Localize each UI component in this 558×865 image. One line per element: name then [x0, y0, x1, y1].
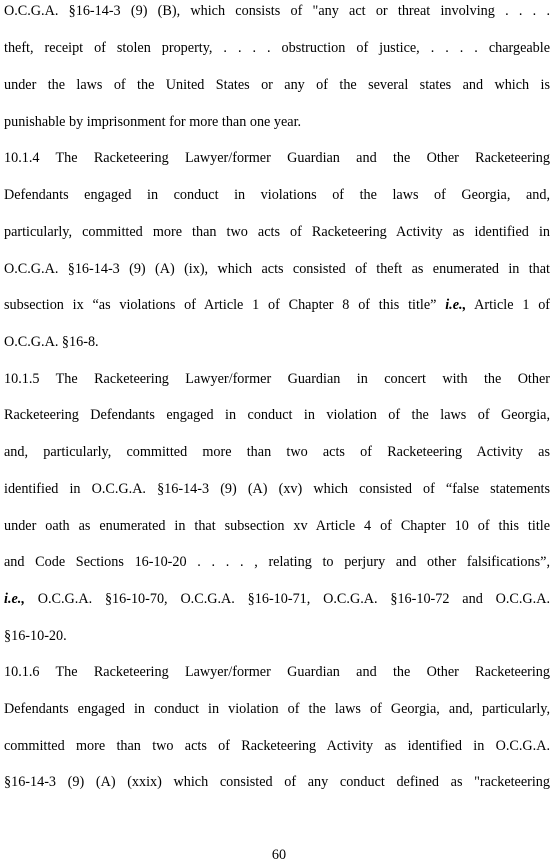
page-number: 60: [271, 847, 287, 863]
text-line: under oath as enumerated in that subsection xv Article 4 of Chapter 10 of this title: [4, 518, 550, 534]
text-line: Defendants engaged in conduct in violation of the laws of Georgia, and, particularly,: [4, 701, 550, 717]
text-line: O.C.G.A. §16-8.: [4, 334, 99, 350]
text-line: §16-14-3 (9) (A) (xxix) which consisted of any conduct defined as "racketeering: [4, 774, 550, 790]
text-line: [4, 295, 550, 315]
text-line: theft, receipt of stolen property, . . . . obstruction of justice, . . . . chargeable: [4, 40, 550, 56]
text-line: O.C.G.A. §16-14-3 (9) (A) (ix), which acts consisted of theft as enumerated in that: [4, 261, 550, 277]
text-line: Defendants engaged in conduct in violations of the laws of Georgia, and,: [4, 187, 550, 203]
text-segment: subsection ix “as violations of Article 1 of Chapter 8 of this title”: [4, 297, 437, 313]
emphasis-ie: i.e.,: [445, 297, 467, 313]
text-line: particularly, committed more than two acts of Racketeering Activity as identified in: [4, 224, 550, 240]
text-line: Racketeering Defendants engaged in conduct in violation of the laws of Georgia,: [4, 407, 550, 423]
text-line: O.C.G.A. §16-14-3 (9) (B), which consists of "any act or threat involving . . . .: [4, 3, 550, 19]
text-line: and Code Sections 16-10-20 . . . . , relating to perjury and other falsifications”,: [4, 554, 550, 570]
text-line: 10.1.4 The Racketeering Lawyer/former Guardian and the Other Racketeering: [4, 150, 550, 166]
text-line: punishable by imprisonment for more than one year.: [4, 114, 302, 130]
text-line: [4, 589, 550, 609]
text-line: identified in O.C.G.A. §16-14-3 (9) (A) (xv) which consisted of “false statements: [4, 481, 550, 497]
text-line: and, particularly, committed more than two acts of Racketeering Activity as: [4, 444, 550, 460]
text-line: committed more than two acts of Racketeering Activity as identified in O.C.G.A.: [4, 738, 550, 754]
text-line: 10.1.5 The Racketeering Lawyer/former Guardian in concert with the Other: [4, 371, 550, 387]
text-segment: O.C.G.A. §16-10-70, O.C.G.A. §16-10-71, O.C.G.A. §16-10-72 and O.C.G.A.: [37, 591, 551, 607]
text-line: under the laws of the United States or any of the several states and which is: [4, 77, 550, 93]
text-line: 10.1.6 The Racketeering Lawyer/former Guardian and the Other Racketeering: [4, 664, 550, 680]
text-line: §16-10-20.: [4, 628, 67, 644]
text-segment: Article 1 of: [474, 297, 551, 313]
emphasis-ie: i.e.,: [4, 591, 25, 607]
